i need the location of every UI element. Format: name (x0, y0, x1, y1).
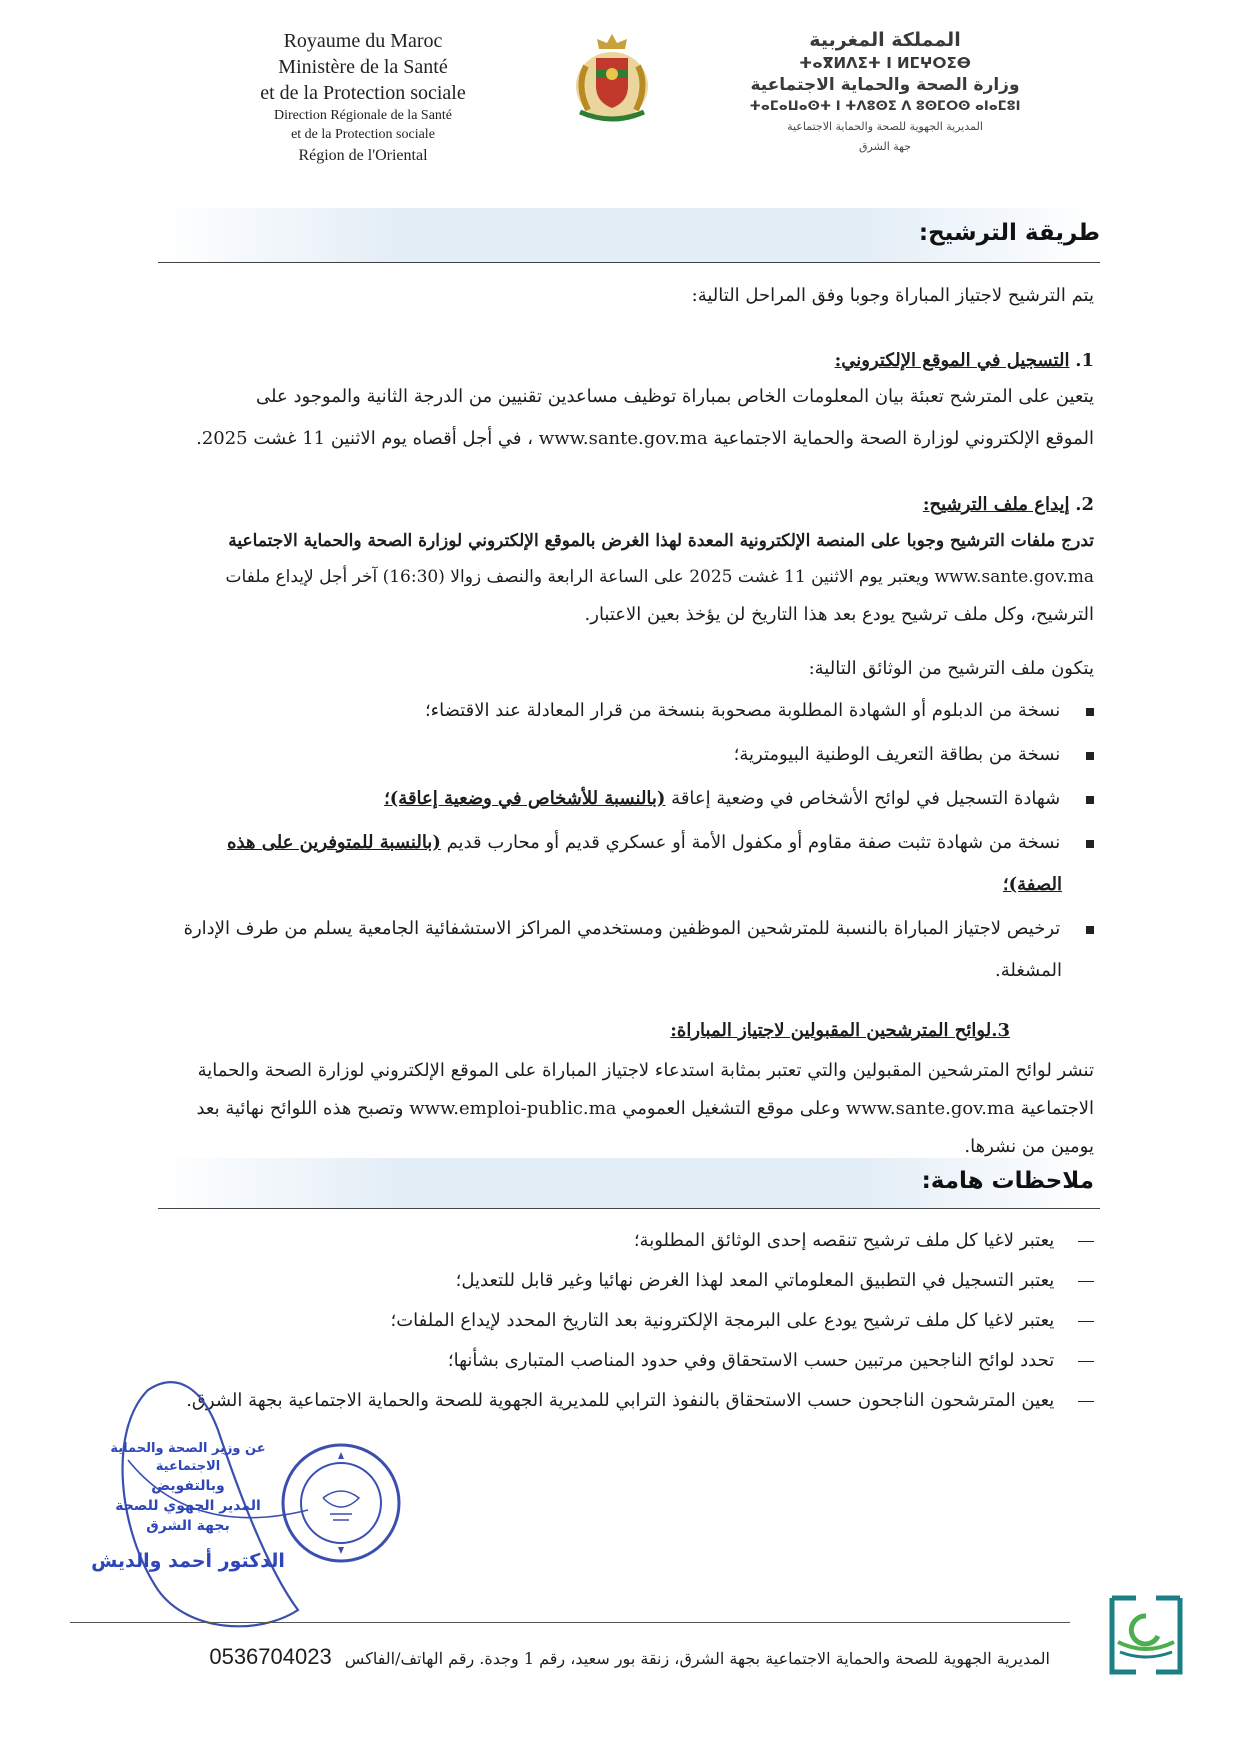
step3-line1: تنشر لوائح المترشحين المقبولين والتي تعتبر بمثابة استدعاء لاجتياز المباراة على الموقع الإلكتروني لوزارة الصحة والحماية (197, 1060, 1094, 1081)
note-item (154, 1300, 1094, 1342)
header-ar-tifinagh-kingdom: ⵜⴰⴳⵍⴷⵉⵜ ⵏ ⵍⵎⵖⵔⵉⴱ (799, 54, 971, 72)
signature-line2: وبالتفويض (151, 1478, 225, 1494)
header-fr-kingdom: Royaume du Maroc (283, 30, 443, 52)
square-bullet-icon (1086, 752, 1094, 760)
step2-line3: الترشيح، وكل ملف ترشيح يودع بعد هذا التاريخ لن يؤخذ بعين الاعتبار. (584, 604, 1094, 625)
signature-line4: بجهة الشرق (146, 1518, 230, 1534)
doc-item-emphasis: الصفة)؛ (1002, 874, 1062, 895)
note-item (154, 1260, 1094, 1302)
note-item (154, 1220, 1094, 1262)
doc-item-emphasis: (بالنسبة للمتوفرين على هذه (227, 832, 441, 853)
step3-title: 3.لوائح المترشحين المقبولين لاجتياز المباراة: (670, 1020, 1010, 1041)
signature-line3: المدير الجهوي للصحة (115, 1498, 261, 1514)
footer-address-text: المديرية الجهوية للصحة والحماية الاجتماعية بجهة الشرق، زنقة بور سعيد، رقم 1 وجدة. رقم الهاتف/الفاكس (344, 1649, 1050, 1668)
doc-item-text: نسخة من شهادة تثبت صفة مقاوم أو مكفول الأمة أو عسكري قديم أو محارب قديم (446, 832, 1061, 853)
header-fr-ministry-2: et de la Protection sociale (260, 82, 466, 104)
step3-line3: يومين من نشرها. (964, 1136, 1094, 1157)
intro-text: يتم الترشيح لاجتياز المباراة وجوبا وفق المراحل التالية: (691, 285, 1094, 306)
doc-item (154, 908, 1094, 950)
note-text: يعتبر لاغيا كل ملف ترشيح يودع على البرمجة الإلكترونية بعد التاريخ المحدد لإيداع الملفات؛ (390, 1310, 1055, 1331)
header-fr-ministry: Ministère de la Santé (278, 56, 448, 78)
doc-item-continued (162, 864, 1062, 906)
footer-rule (70, 1622, 1070, 1623)
step2-line2: www.sante.gov.ma ويعتبر يوم الاثنين 11 غشت 2025 على الساعة الرابعة والنصف زوالا (16:30) آخر أجل لإيداع ملفات (225, 567, 1094, 587)
health-ministry-logo-icon (1106, 1592, 1186, 1678)
dash-bullet-icon (1078, 1241, 1094, 1242)
doc-item (174, 690, 1094, 732)
header-ar-ministry: وزارة الصحة والحماية الاجتماعية (750, 75, 1020, 95)
header-ar-tifinagh-ministry: ⵜⴰⵎⴰⵡⴰⵙⵜ ⵏ ⵜⴷⵓⵙⵉ ⴷ ⵓⵙⵎⵔⵙ ⴰⵏⴰⵎⵓⵏ (749, 99, 1021, 114)
header-ar-region: جهة الشرق (858, 140, 912, 153)
doc-item-text: شهادة التسجيل في لوائح الأشخاص في وضعية إعاقة (671, 788, 1061, 809)
dash-bullet-icon (1078, 1401, 1094, 1402)
signature-block (78, 1440, 298, 1576)
doc-item-continued: المشغلة. (995, 960, 1062, 981)
square-bullet-icon (1086, 840, 1094, 848)
step1-line2: الموقع الإلكتروني لوزارة الصحة والحماية الاجتماعية www.sante.gov.ma ، في أجل أقصاه يوم الاثنين 11 غشت 2025. (196, 428, 1094, 449)
step2-line1: تدرج ملفات الترشيح وجوبا على المنصة الإلكترونية المعدة لهذا الغرض بالموقع الإلكتروني لوزارة الصحة والحماية الاجتماعية (228, 531, 1094, 551)
step1-number: 1. (1075, 350, 1094, 371)
header-ar-direction: المديرية الجهوية للصحة والحماية الاجتماعية (787, 120, 983, 133)
note-text: يعتبر التسجيل في التطبيق المعلوماتي المعد لهذا الغرض نهائيا وغير قابل للتعديل؛ (455, 1270, 1055, 1291)
footer-phone: 0536704023 (209, 1644, 332, 1669)
section-underline-notes (158, 1208, 1100, 1209)
step2-number: 2. (1075, 494, 1094, 515)
dash-bullet-icon (1078, 1281, 1094, 1282)
docs-intro: يتكون ملف الترشيح من الوثائق التالية: (808, 658, 1094, 679)
note-text: يعين المترشحون الناجحون حسب الاستحقاق بالنفوذ الترابي للمديرية الجهوية للصحة والحماية الاجتماعية بجهة الشرق. (186, 1390, 1055, 1411)
doc-item (174, 778, 1094, 820)
square-bullet-icon (1086, 796, 1094, 804)
step2-title: إيداع ملف الترشيح: (922, 494, 1070, 515)
morocco-coat-of-arms-icon (568, 30, 656, 126)
footer-address (150, 1644, 1050, 1670)
signature-name: الدكتور أحمد والديش (91, 1550, 285, 1572)
section-title-notes: ملاحظات هامة: (921, 1168, 1094, 1194)
header-fr (208, 28, 518, 168)
official-round-stamp-icon (278, 1440, 404, 1566)
section-underline-candidature (158, 262, 1100, 263)
section-title-candidature: طريقة الترشيح: (918, 220, 1100, 246)
dash-bullet-icon (1078, 1321, 1094, 1322)
square-bullet-icon (1086, 926, 1094, 934)
signature-line1: عن وزير الصحة والحماية الاجتماعية (110, 1441, 266, 1474)
header-fr-region: Région de l'Oriental (298, 147, 428, 164)
note-text: تحدد لوائح الناجحين مرتبين حسب الاستحقاق وفي حدود المناصب المتبارى بشأنها؛ (447, 1350, 1055, 1371)
doc-item-text: ترخيص لاجتياز المباراة بالنسبة للمترشحين الموظفين ومستخدمي المراكز الاستشفائية الجامعية يسلم من طرف الإدارة (183, 918, 1061, 939)
header-fr-direction: Direction Régionale de la Santé (273, 108, 453, 123)
dash-bullet-icon (1078, 1361, 1094, 1362)
doc-item (154, 822, 1094, 864)
step1-line1: يتعين على المترشح تعبئة بيان المعلومات الخاص بمباراة توظيف مساعدين تقنيين من الدرجة الثانية والموجود على (256, 386, 1094, 407)
step1-title: التسجيل في الموقع الإلكتروني: (834, 350, 1070, 371)
doc-item-emphasis: (بالنسبة للأشخاص في وضعية إعاقة)؛ (384, 788, 666, 809)
note-text: يعتبر لاغيا كل ملف ترشيح تنقصه إحدى الوثائق المطلوبة؛ (633, 1230, 1055, 1251)
header-ar (712, 28, 1058, 157)
header-fr-direction-2: et de la Protection sociale (291, 127, 435, 142)
step3-line2: الاجتماعية www.sante.gov.ma وعلى موقع التشغيل العمومي www.emploi-public.ma وتصبح هذه اللوائح نهائية بعد (196, 1098, 1094, 1119)
doc-item-text: نسخة من الدبلوم أو الشهادة المطلوبة مصحوبة بنسخة من قرار المعادلة عند الاقتضاء؛ (424, 700, 1061, 721)
doc-item-text: نسخة من بطاقة التعريف الوطنية البيومترية؛ (733, 744, 1061, 765)
doc-item (174, 734, 1094, 776)
square-bullet-icon (1086, 708, 1094, 716)
header-ar-kingdom: المملكة المغربية (809, 29, 961, 51)
